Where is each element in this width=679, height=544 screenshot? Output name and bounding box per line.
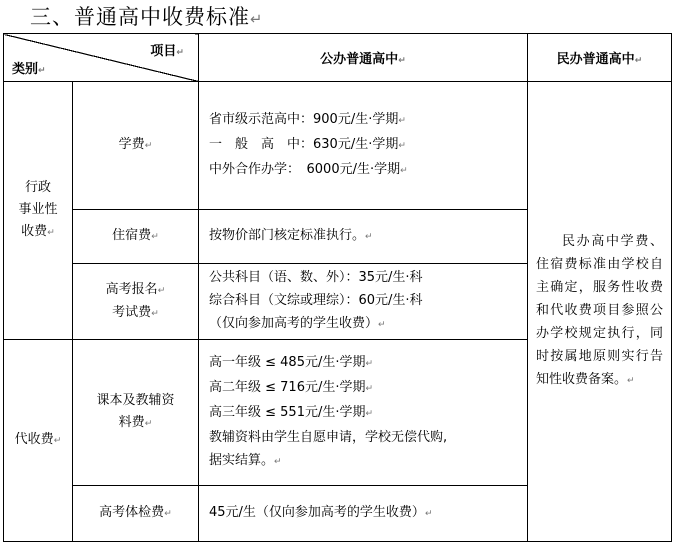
paragraph-mark-icon: ↵ (627, 376, 635, 386)
item-textbooks: 课本及教辅资 料费↵ (73, 340, 199, 486)
corner-category-label: 类别↵ (12, 62, 46, 77)
paragraph-mark-icon: ↵ (398, 56, 406, 66)
corner-header-cell (4, 34, 199, 82)
paragraph-mark-icon: ↵ (176, 48, 184, 58)
header-row (4, 34, 672, 82)
paragraph-mark-icon: ↵ (164, 509, 172, 519)
corner-item-label: 项目↵ (150, 44, 184, 59)
physical-exam-details: 45元/生（仅向参加高考的学生收费）↵ (199, 486, 528, 542)
paragraph-mark-icon: ↵ (250, 11, 264, 28)
paragraph-mark-icon: ↵ (53, 436, 62, 446)
tuition-details: 省市级示范高中：900元/生·学期↵ 一 般 高 中：630元/生·学期↵ 中外合作办学： 6000元/生·学期↵ (199, 82, 528, 210)
textbook-fee-details: 高一年级 ≤ 485元/生·学期↵ 高二年级 ≤ 716元/生·学期↵ 高三年级 ≤ 551元/生·学期↵ 教辅资料由学生自愿申请，学校无偿代购, 据实结算。↵ (199, 340, 528, 486)
item-exam-registration: 高考报名↵ 考试费↵ (73, 264, 199, 340)
private-school-header: 民办普通高中↵ (528, 34, 672, 82)
private-school-description: 民办高中学费、住宿费标准由学校自主确定，服务性收费和代收费项目参照公办学校规定执行，同时按属地原则实行告知性收费备案。↵ (528, 82, 672, 542)
paragraph-mark-icon: ↵ (634, 56, 643, 66)
paragraph-mark-icon: ↵ (47, 228, 55, 238)
paragraph-mark-icon: ↵ (38, 66, 46, 76)
table-row (4, 82, 672, 210)
category-admin-fees: 行政 事业性 收费↵ (4, 82, 73, 340)
item-lodging: 住宿费↵ (73, 210, 199, 264)
heading-text: 三、普通高中收费标准 (30, 5, 250, 29)
public-school-header: 公办普通高中↵ (199, 34, 528, 82)
fee-standard-table (3, 33, 672, 542)
category-collected-fees: 代收费↵ (4, 340, 73, 542)
paragraph-mark-icon: ↵ (151, 232, 159, 242)
paragraph-mark-icon: ↵ (144, 141, 153, 151)
item-physical-exam: 高考体检费↵ (73, 486, 199, 542)
lodging-details: 按物价部门核定标准执行。↵ (199, 210, 528, 264)
item-tuition: 学费↵ (73, 82, 199, 210)
exam-fee-details: 公共科目（语、数、外）：35元/生·科 综合科目（文综或理综）：60元/生·科 （仅向参加高考的学生收费）↵ (199, 264, 528, 340)
page-heading (30, 4, 263, 33)
